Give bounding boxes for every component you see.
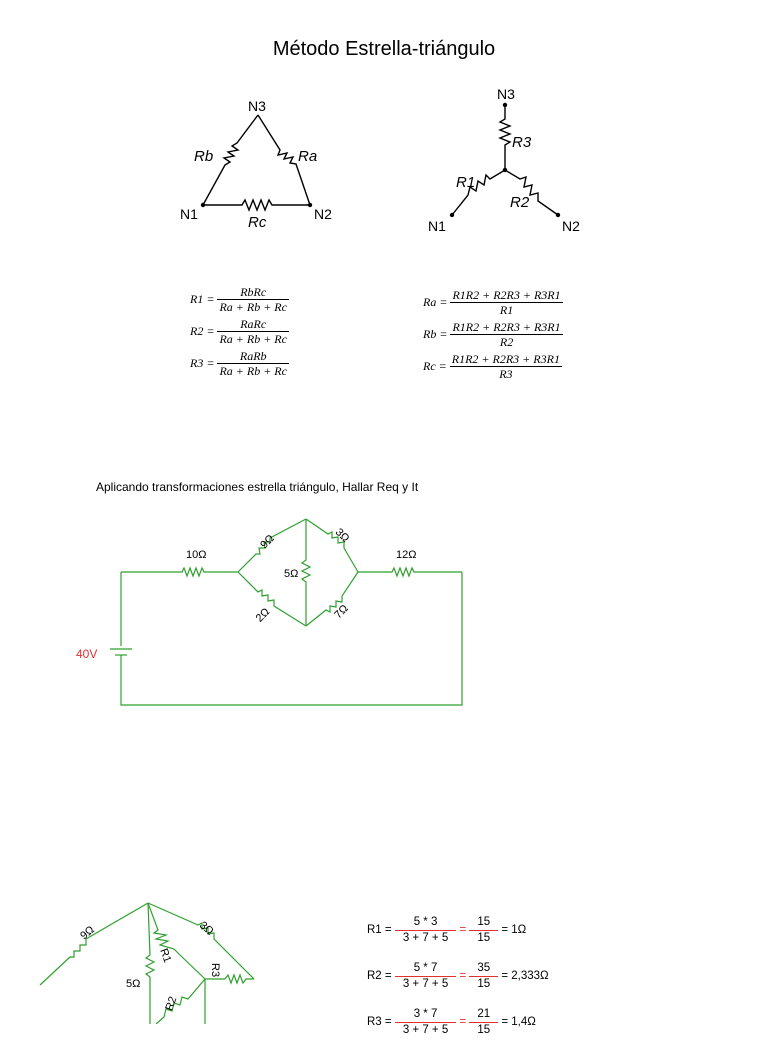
delta-resistor-rc bbox=[203, 200, 310, 210]
calc-lhs: R1 = bbox=[367, 924, 392, 936]
wire-bottom bbox=[121, 572, 462, 705]
partial-circuit-diagram bbox=[30, 895, 270, 1024]
formulas-star-to-delta bbox=[423, 286, 563, 382]
formula-numerator: R1R2 + R2R3 + R3R1 bbox=[452, 287, 561, 302]
calc-row bbox=[367, 907, 549, 953]
star-label-r3: R3 bbox=[512, 134, 532, 151]
formula-denominator: R1 bbox=[499, 302, 514, 317]
formula-numerator: RbRc bbox=[217, 285, 289, 300]
calc-fraction bbox=[395, 915, 456, 946]
formula-lhs: R3 = bbox=[190, 355, 215, 370]
calc-equals: = bbox=[459, 924, 467, 936]
resistor-3 bbox=[306, 519, 358, 572]
calc-numerator: 5 * 3 bbox=[395, 915, 456, 931]
calc-result: = 1Ω bbox=[501, 924, 527, 936]
formula-lhs: R2 = bbox=[190, 323, 215, 338]
calc-numerator: 3 * 7 bbox=[395, 1007, 456, 1023]
label-9: 9Ω bbox=[258, 532, 277, 552]
label-3: 3Ω bbox=[332, 526, 352, 545]
label-7: 7Ω bbox=[332, 602, 351, 622]
formula-row bbox=[423, 286, 563, 318]
calc-denominator-2: 15 bbox=[477, 977, 491, 990]
calc-result: = 2,333Ω bbox=[501, 970, 549, 982]
calc-result: = 1,4Ω bbox=[501, 1016, 536, 1028]
star-node-n2: N2 bbox=[562, 218, 580, 234]
formula-lhs: Rc = bbox=[423, 358, 447, 373]
partial-resistor-3 bbox=[148, 903, 254, 979]
formulas-delta-to-star bbox=[190, 283, 289, 379]
formula-lhs: Ra = bbox=[423, 294, 448, 309]
delta-node-n1: N1 bbox=[180, 206, 198, 222]
label-2: 2Ω bbox=[253, 605, 273, 625]
partial-resistor-r2 bbox=[156, 979, 205, 1024]
partial-resistor-r1 bbox=[148, 903, 205, 979]
formula-fraction bbox=[217, 349, 289, 378]
formula-fraction bbox=[450, 288, 562, 317]
formula-fraction bbox=[217, 317, 289, 346]
delta-label-ra: Ra bbox=[298, 148, 318, 165]
formula-denominator: Ra + Rb + Rc bbox=[219, 299, 287, 314]
partial-resistor-5 bbox=[146, 903, 154, 1024]
partial-label-9: 9Ω bbox=[78, 923, 97, 943]
star-diagram bbox=[420, 85, 600, 240]
calc-numerator-2: 21 bbox=[469, 1007, 498, 1023]
formula-denominator: Ra + Rb + Rc bbox=[219, 363, 287, 378]
calc-numerator-2: 15 bbox=[469, 915, 498, 931]
formula-fraction bbox=[217, 285, 289, 314]
partial-label-r2: R2 bbox=[163, 995, 180, 1013]
calc-equals: = bbox=[459, 970, 467, 982]
star-resistor-r3 bbox=[500, 105, 510, 170]
calc-denominator: 3 + 7 + 5 bbox=[402, 931, 449, 944]
label-12: 12Ω bbox=[396, 549, 417, 561]
delta-node-n2: N2 bbox=[314, 206, 332, 222]
resistor-10 bbox=[121, 568, 238, 576]
problem-statement: Aplicando transformaciones estrella triángulo, Hallar Req y It bbox=[96, 480, 419, 494]
formula-row bbox=[190, 315, 289, 347]
formula-lhs: Rb = bbox=[423, 326, 448, 341]
calc-denominator: 3 + 7 + 5 bbox=[402, 1023, 449, 1036]
partial-label-3: 3Ω bbox=[196, 919, 216, 938]
calc-fraction-simplified bbox=[469, 915, 498, 946]
calc-lhs: R3 = bbox=[367, 1016, 392, 1028]
formula-numerator: R1R2 + R2R3 + R3R1 bbox=[452, 319, 561, 334]
calculations bbox=[367, 907, 549, 1045]
formula-denominator: Ra + Rb + Rc bbox=[219, 331, 287, 346]
calc-fraction bbox=[395, 1007, 456, 1038]
page-title: Método Estrella-triángulo bbox=[272, 38, 496, 60]
formula-row bbox=[423, 350, 563, 382]
star-node-n3: N3 bbox=[497, 86, 515, 102]
calc-numerator: 5 * 7 bbox=[395, 961, 456, 977]
formula-numerator: R1R2 + R2R3 + R3R1 bbox=[451, 351, 560, 366]
partial-resistor-9 bbox=[40, 903, 148, 985]
calc-denominator-2: 15 bbox=[477, 1023, 491, 1036]
star-node-n1: N1 bbox=[428, 218, 446, 234]
formula-numerator: RaRc bbox=[217, 317, 289, 332]
formula-lhs: R1 = bbox=[190, 291, 215, 306]
calc-numerator-2: 35 bbox=[469, 961, 498, 977]
calc-fraction bbox=[395, 961, 456, 992]
calc-fraction-simplified bbox=[469, 1007, 498, 1038]
star-label-r2: R2 bbox=[510, 194, 530, 211]
delta-node-n3: N3 bbox=[248, 98, 266, 114]
partial-label-r3: R3 bbox=[209, 963, 221, 978]
calc-denominator: 3 + 7 + 5 bbox=[402, 977, 449, 990]
circuit-diagram bbox=[70, 510, 480, 720]
formula-fraction bbox=[450, 320, 562, 349]
calc-equals: = bbox=[459, 1016, 467, 1028]
calc-denominator-2: 15 bbox=[477, 931, 491, 944]
formula-row bbox=[190, 347, 289, 379]
resistor-7 bbox=[306, 572, 358, 626]
delta-label-rc: Rc bbox=[248, 214, 267, 231]
delta-diagram bbox=[170, 95, 350, 235]
delta-label-rb: Rb bbox=[194, 148, 214, 165]
calc-fraction-simplified bbox=[469, 961, 498, 992]
calc-row bbox=[367, 999, 549, 1045]
label-10: 10Ω bbox=[186, 549, 207, 561]
formula-fraction bbox=[450, 352, 562, 381]
label-5: 5Ω bbox=[284, 568, 299, 580]
formula-denominator: R2 bbox=[499, 334, 514, 349]
resistor-12 bbox=[358, 568, 462, 576]
calc-lhs: R2 = bbox=[367, 970, 392, 982]
partial-label-r1: R1 bbox=[157, 946, 174, 965]
formula-row bbox=[423, 318, 563, 350]
star-label-r1: R1 bbox=[456, 174, 476, 191]
formula-denominator: R3 bbox=[499, 366, 513, 381]
resistor-2 bbox=[238, 572, 306, 626]
resistor-5 bbox=[302, 519, 310, 626]
formula-numerator: RaRb bbox=[217, 349, 289, 364]
calc-row bbox=[367, 953, 549, 999]
source-label: 40V bbox=[76, 647, 98, 661]
formula-row bbox=[190, 283, 289, 315]
partial-label-5: 5Ω bbox=[126, 978, 141, 990]
